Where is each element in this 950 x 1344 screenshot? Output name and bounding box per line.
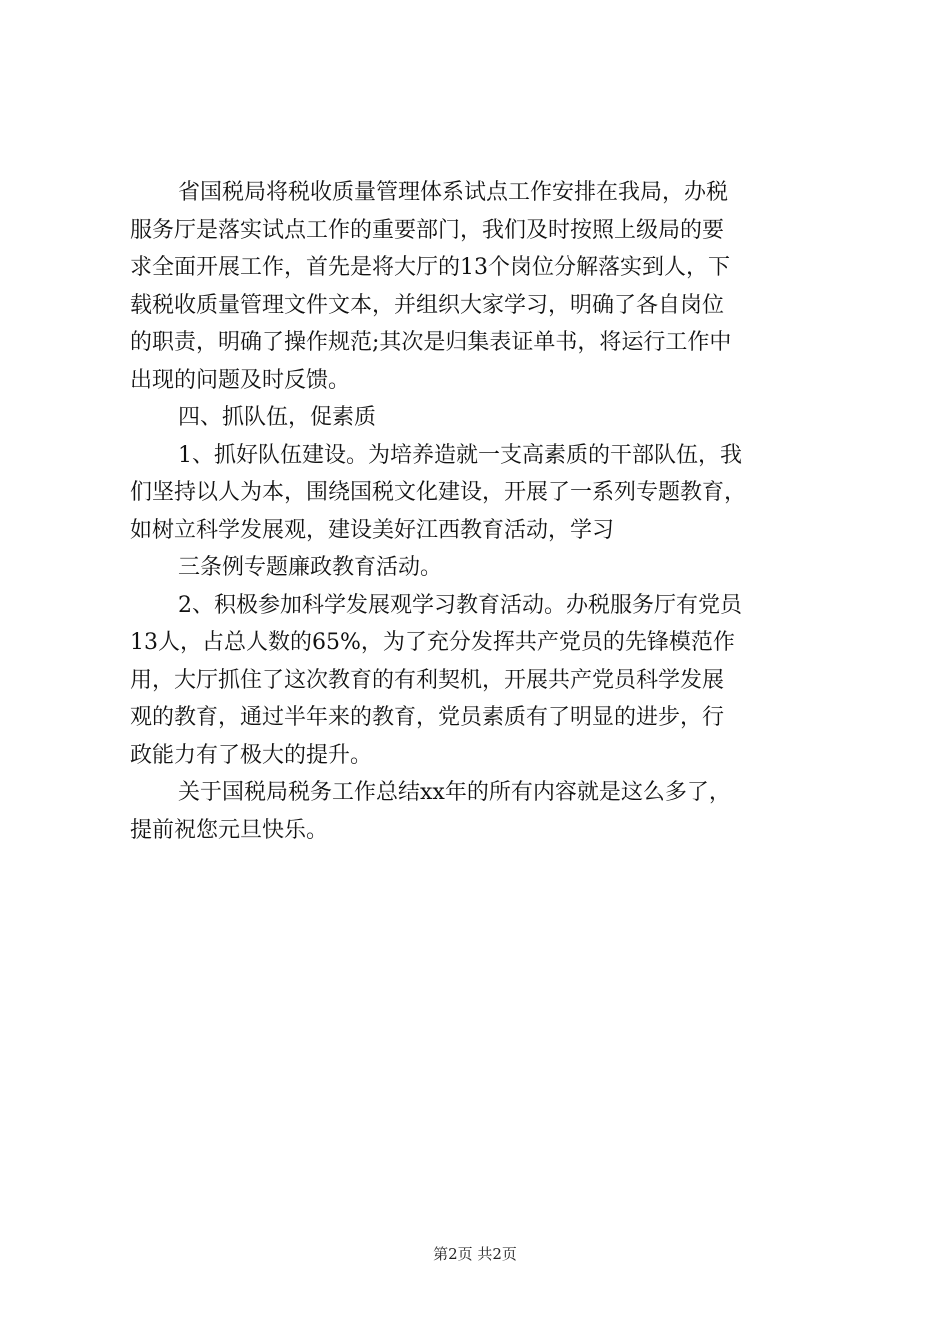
paragraph-1-line-1: 省国税局将税收质量管理体系试点工作安排在我局，办税: [178, 180, 729, 205]
paragraph-1-line-2: 服务厅是落实试点工作的重要部门，我们及时按照上级局的要: [130, 217, 725, 243]
document-body: [130, 174, 830, 849]
paragraph-3-line-1: 三条例专题廉政教育活动。: [178, 555, 443, 580]
section-heading-4: 四、抓队伍，促素质: [178, 405, 377, 430]
page-number-footer: 第2页 共2页: [433, 1245, 517, 1263]
paragraph-4-line-2: 13人，占总人数的65%，为了充分发挥共产党员的先锋模范作: [130, 630, 735, 655]
paragraph-2-line-1: 1、抓好队伍建设。为培养造就一支高素质的干部队伍，我: [178, 442, 742, 468]
paragraph-1-line-5: 的职责，明确了操作规范;其次是归集表证单书，将运行工作中: [130, 330, 732, 355]
paragraph-1-line-6: 出现的问题及时反馈。: [130, 367, 351, 393]
paragraph-5-line-1: 关于国税局税务工作总结xx年的所有内容就是这么多了，: [178, 780, 731, 805]
paragraph-4-line-3: 用，大厅抓住了这次教育的有利契机，开展共产党员科学发展: [130, 667, 725, 693]
paragraph-4-line-5: 政能力有了极大的提升。: [130, 742, 373, 768]
paragraph-2-line-3: 如树立科学发展观，建设美好江西教育活动，学习: [130, 517, 615, 543]
paragraph-2-line-2: 们坚持以人为本，围绕国税文化建设，开展了一系列专题教育，: [130, 480, 747, 505]
paragraph-4-line-1: 2、积极参加科学发展观学习教育活动。办税服务厅有党员: [178, 592, 742, 618]
paragraph-4-line-4: 观的教育，通过半年来的教育，党员素质有了明显的进步，行: [130, 705, 725, 730]
paragraph-1-line-4: 载税收质量管理文件文本，并组织大家学习，明确了各自岗位: [130, 292, 725, 318]
paragraph-1-line-3: 求全面开展工作，首先是将大厅的13个岗位分解落实到人，下: [130, 255, 730, 280]
paragraph-5-line-2: 提前祝您元旦快乐。: [130, 817, 329, 843]
